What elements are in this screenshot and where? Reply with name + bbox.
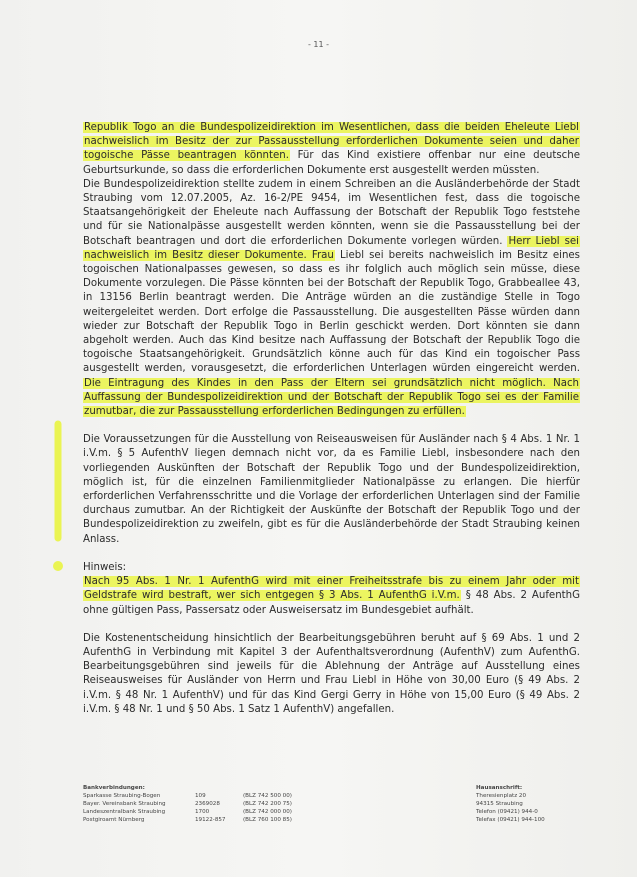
paragraph-gap (83, 547, 580, 561)
paragraph-1-segment: Für das Kind existiere offenbar nur eine deutsche Geburtsurkunde, so dass die erforderlichen Dokumente erst ausgestellt werden müssten. (83, 150, 580, 176)
bank-account: 1700 (195, 809, 210, 815)
bank-title: Bankverbindungen: (83, 785, 145, 791)
bank-blz: (BLZ 760 100 85) (243, 817, 292, 823)
address-block (476, 784, 566, 824)
paragraph-4 (83, 575, 580, 618)
bank-row (83, 800, 463, 808)
paragraph-2-segment: Herr Liebl sei nachweislich im Besitz dieser Dokumente. Frau (84, 235, 579, 261)
paragraph-1-segment: Republik Togo an die Bundespolizeidirektion im Wesentlichen, dass die beiden Eheleute Liebl nachweislich im Besitz der zur Passausstellung erforderlichen Dokumente seien und daher togoische Pässe beantragen könnten. (84, 122, 579, 162)
bank-name: Postgiroamt Nürnberg (83, 817, 145, 823)
bank-blz: (BLZ 742 500 00) (243, 793, 292, 799)
bank-blz: (BLZ 742 200 75) (243, 801, 292, 807)
bank-row (83, 808, 463, 816)
paragraph-5-segment: Die Kostenentscheidung hinsichtlich der Bearbeitungsgebühren beruht auf § 69 Abs. 1 und 2 AufenthG in Verbindung mit Kapitel 3 der Aufenthaltsverordnung (AufenthV) zum AufenthG. Bearbeitungsgebühren sind jeweils für die Ablehnung der Anträge auf Ausstellung eines Reiseausweises für Ausländer von Herrn und Frau Liebl in Höhe von 30,00 Euro (§ 49 Abs. 2 i.V.m. § 48 Nr. 1 AufenthV) und für das Kind Gergi Gerry in Höhe von 15,00 Euro (§ 49 Abs. 2 i.V.m. § 48 Nr. 1 und § 50 Abs. 1 Satz 1 AufenthV) angefallen. (83, 632, 580, 715)
paragraph-5 (83, 632, 580, 717)
bank-row (83, 816, 463, 824)
bank-account: 2369028 (195, 801, 220, 807)
bank-details (83, 784, 463, 824)
paragraph-3 (83, 433, 580, 547)
bank-account: 109 (195, 793, 206, 799)
paragraph-2-segment: Die Bundespolizeidirektion stellte zudem in einem Schreiben an die Ausländerbehörde der Stadt Straubing vom 12.07.2005, Az. 16-2/PE 9454, im Wesentlichen fest, dass die togoische Staatsangehörigkeit der Eheleute nach Auffassung der Botschaft der Republik Togo feststehe und für sie Nationalpässe ausgestellt werden könnten, wenn sie die Passausstellung bei der Botschaft beantragen und dort die erforderlichen Dokumente vorlegen würden. (83, 178, 580, 247)
letter-body (83, 121, 580, 717)
paragraph-2-segment: Liebl sei bereits nachweislich im Besitz eines togoischen Nationalpasses gewesen, so dass es ihr folglich auch möglich sein müsse, diese Dokumente vorzulegen. Die Pässe könnten bei der Botschaft der Republik Togo, Grabbeallee 43, in 13156 Berlin beantragt werden. Die Anträge würden an die zuständige Stelle in Togo weitergeleitet werden. Dort erfolge die Passausstellung. Die ausgestellten Pässe würden dann wieder zur Botschaft der Republik Togo in Berlin geschickt werden. Dort könnten sie dann abgeholt werden. Auch das Kind besitze nach Auffassung der Botschaft der Republik Togo die togoische Staatsangehörigkeit. Grundsätzlich könne auch für das Kind ein togoischer Pass ausgestellt werden, vorausgesetzt, die erforderlichen Unterlagen würden eingereicht werden. (83, 249, 580, 375)
bank-name: Sparkasse Straubing-Bogen (83, 793, 161, 799)
address-line: 94315 Straubing (476, 801, 523, 807)
paragraph-4-segment: § 48 Abs. 2 AufenthG ohne gültigen Pass, Passersatz oder Ausweisersatz im Bundesgebiet aufhält. (83, 590, 580, 616)
bank-name: Landeszentralbank Straubing (83, 809, 166, 815)
paragraph-2 (83, 178, 580, 419)
address-line: Telefon (09421) 944-0 (476, 809, 538, 815)
address-line: Theresienplatz 20 (476, 793, 527, 799)
bank-row (83, 792, 463, 800)
paragraph-1 (83, 121, 580, 178)
address-line: Telefax (09421) 944-100 (476, 817, 545, 823)
highlighter-exclamation-mark (52, 420, 64, 580)
bank-account: 19122-857 (195, 817, 226, 823)
hinweis-label: Hinweis: (83, 561, 127, 573)
bank-blz: (BLZ 742 000 00) (243, 809, 292, 815)
paragraph-gap (83, 419, 580, 433)
paragraph-3-segment: Die Voraussetzungen für die Ausstellung von Reiseausweisen für Ausländer nach § 4 Abs. 1 Nr. 1 i.V.m. § 5 AufenthV liegen demnach nicht vor, da es Familie Liebl, insbesondere nach den vorliegenden Auskünften der Botschaft der Republik Togo und der Bundespolizeidirektion, möglich ist, für die einzelnen Familienmitglieder Nationalpässe zu erlangen. Die hierfür erforderlichen Verfahrensschritte und die Vorlage der erforderlichen Unterlagen sind der Familie durchaus zumutbar. An der Richtigkeit der Auskünfte der Botschaft der Republik Togo und der Bundespolizeidirektion zu zweifeln, gibt es für die Ausländerbehörde der Stadt Straubing keinen Anlass. (83, 434, 580, 545)
page-number: - 11 - (307, 40, 330, 49)
paragraph-4-segment: Nach 95 Abs. 1 Nr. 1 AufenthG wird mit einer Freiheitsstrafe bis zu einem Jahr oder mit Geldstrafe wird bestraft, wer sich entgegen § 3 Abs. 1 AufenthG i.V.m. (84, 576, 579, 602)
address-title: Hausanschrift: (476, 785, 523, 791)
paragraph-gap (83, 618, 580, 632)
paragraph-2-segment: Die Eintragung des Kindes in den Pass der Eltern sei grundsätzlich nicht möglich. Nach Auffassung der Bundespolizeidirektion und der Botschaft der Republik Togo sei es der Familie zumutbar, die zur Passausstellung erforderlichen Bedingungen zu erfüllen. (84, 377, 579, 418)
bank-name: Bayer. Vereinsbank Straubing (83, 801, 166, 807)
